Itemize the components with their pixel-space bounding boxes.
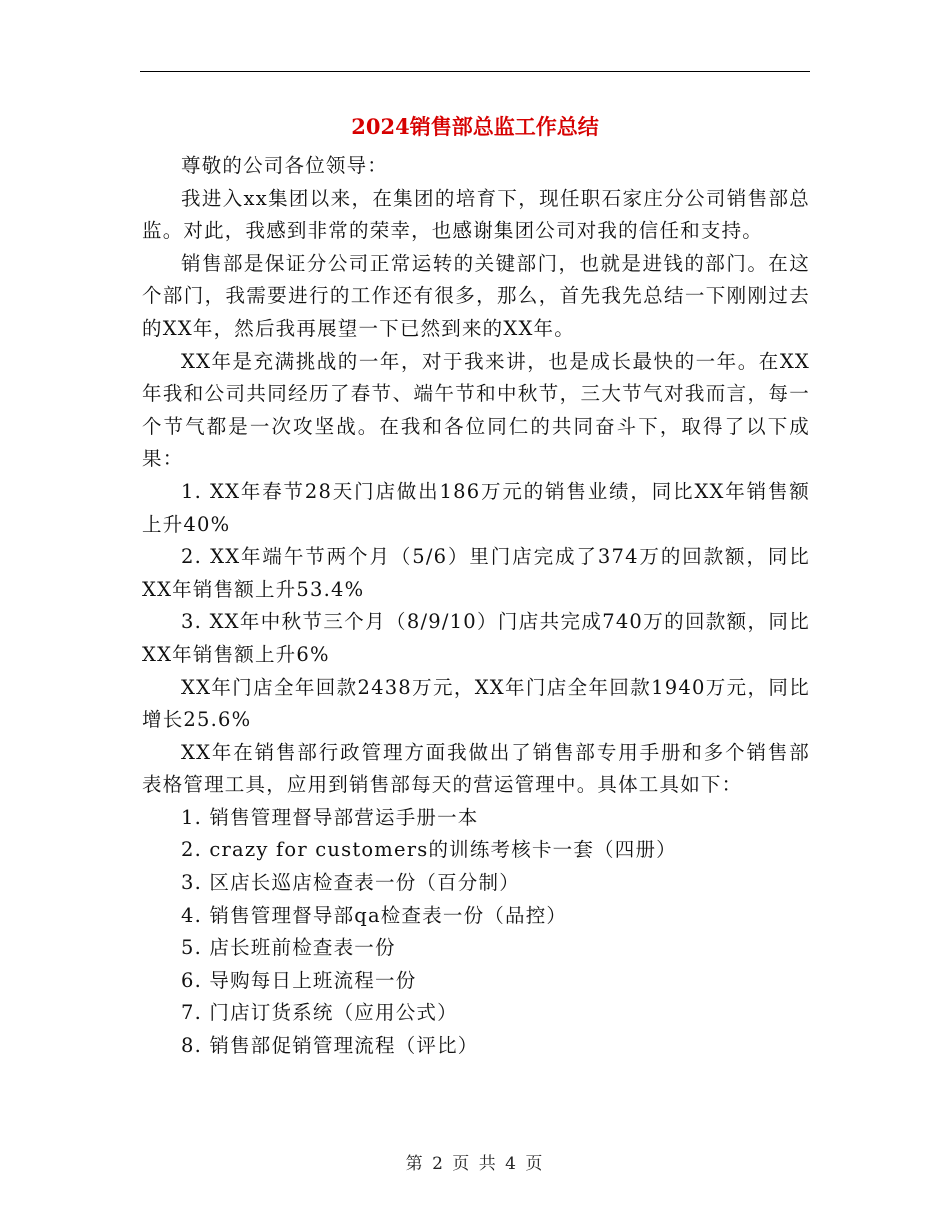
tool-item: 1. 销售管理督导部营运手册一本 [181, 805, 479, 829]
document-body [142, 150, 810, 1063]
paragraph-intro: 我进入xx集团以来，在集团的培育下，现任职石家庄分公司销售部总监。对此，我感到非常的荣幸，也感谢集团公司对我的信任和支持。 [142, 186, 810, 243]
result-item: 1. XX年春节28天门店做出186万元的销售业绩，同比XX年销售额上升40% [142, 479, 810, 536]
result-item: 2. XX年端午节两个月（5/6）里门店完成了374万的回款额，同比XX年销售额上升53.4% [142, 545, 810, 601]
tool-item: 8. 销售部促销管理流程（评比） [181, 1034, 479, 1058]
salutation: 尊敬的公司各位领导： [181, 154, 389, 177]
tool-item: 4. 销售管理督导部qa检查表一份（品控） [181, 903, 568, 927]
page-number: 第 2 页 共 4 页 [405, 1154, 545, 1174]
paragraph-challenges: XX年是充满挑战的一年，对于我来讲，也是成长最快的一年。在XX年我和公司共同经历了春节、端午节和中秋节，三大节气对我而言，每一个节气都是一次攻坚战。在我和各位同仁的共同奋斗下，取得了以下成果： [142, 349, 810, 471]
tool-item: 3. 区店长巡店检查表一份（百分制） [181, 871, 520, 895]
annual-summary: XX年门店全年回款2438万元，XX年门店全年回款1940万元，同比增长25.6% [142, 675, 810, 732]
tool-item: 6. 导购每日上班流程一份 [181, 968, 417, 992]
tool-item: 5. 店长班前检查表一份 [181, 936, 396, 960]
result-item: 3. XX年中秋节三个月（8/9/10）门店共完成740万的回款额，同比XX年销售额上升6% [142, 610, 810, 666]
tools-intro: XX年在销售部行政管理方面我做出了销售部专用手册和多个销售部表格管理工具，应用到销售部每天的营运管理中。具体工具如下： [142, 740, 810, 797]
header-rule [140, 71, 810, 72]
tool-item: 7. 门店订货系统（应用公式） [181, 1001, 458, 1025]
document-title: 2024销售部总监工作总结 [351, 114, 599, 139]
tool-item: 2. crazy for customers的训练考核卡一套（四册） [181, 838, 677, 862]
paragraph-sales-dept: 销售部是保证分公司正常运转的关键部门，也就是进钱的部门。在这个部门，我需要进行的工作还有很多，那么，首先我先总结一下刚刚过去的XX年，然后我再展望一下已然到来的XX年。 [142, 251, 810, 340]
